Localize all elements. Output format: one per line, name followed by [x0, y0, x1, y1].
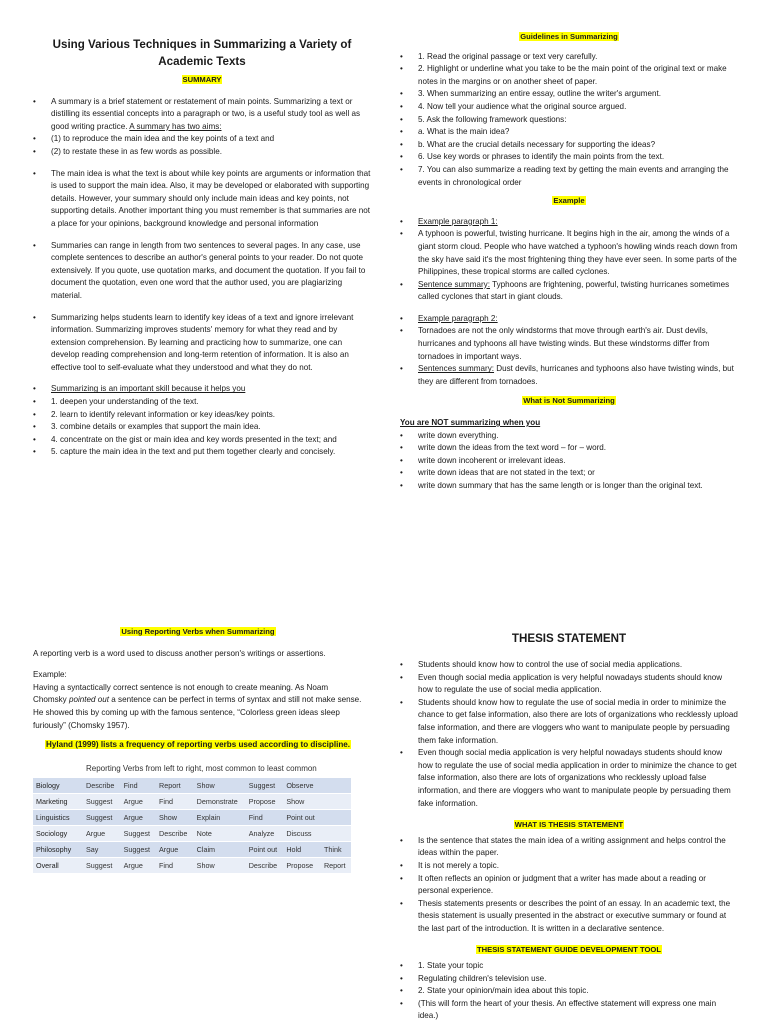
table-row — [33, 777, 351, 793]
table-cell-verb: Argue — [121, 793, 156, 809]
list-item: • write down summary that has the same length or is longer than the original text. — [400, 480, 738, 493]
summary-paragraph-2: • The main idea is what the text is about while key points are arguments or information that is used to support the main idea. Also, it may be developed or elaborated with supporting details. However, your summary should only include main ideas and key points, not supporting details. Another important thing you must remember is that summaries are not a place for your opinions, background knowledge and personal information — [33, 168, 371, 231]
guide-list — [400, 960, 738, 1023]
list-item: • 1. State your topic — [400, 960, 738, 973]
summary-definition-list — [33, 96, 371, 159]
sentences-summary-text: Dust devils, hurricanes and typhoons also have twisting winds, but they are different from tornadoes. — [418, 364, 734, 386]
example-2-text: • Tornadoes are not the only windstorms that move through earth's air. Dust devils, hurricanes and typhoons all have twisting winds. But these windstorms differ from tornadoes in important ways. — [400, 325, 738, 363]
example-1-list — [400, 216, 738, 304]
list-item: • write down ideas that are not stated in the text; or — [400, 467, 738, 480]
example-italic-verb: pointed out — [68, 695, 110, 705]
table-row — [33, 793, 351, 809]
table-cell-verb — [321, 809, 351, 825]
summary-paragraph-4: • Summarizing helps students learn to identify key ideas of a text and ignore irrelevant information. Summarizing improves students' memory for what they read and by extension comprehension. By learning and practicing how to summarize, one can develop reading comprehension and long-term retention of information. It is also an effective tool to self-evaluate what they understood and what they do not. — [33, 312, 371, 375]
list-item: • 3. When summarizing an entire essay, outline the writer's argument. — [400, 88, 738, 101]
table-cell-verb: Describe — [83, 777, 121, 793]
example-heading-row — [400, 195, 738, 208]
summary-heading: SUMMARY — [182, 75, 222, 84]
table-cell-verb — [321, 793, 351, 809]
table-cell-verb: Argue — [83, 825, 121, 841]
list-item: • 1. deepen your understanding of the text. — [33, 396, 371, 409]
list-item: • (2) to restate these in as few words as possible. — [33, 146, 371, 159]
table-cell-verb: Find — [156, 857, 194, 873]
table-cell-verb: Show — [194, 857, 246, 873]
what-thesis-heading: WHAT IS THESIS STATEMENT — [514, 820, 624, 830]
list-item: • Students should know how to control the use of social media applications. — [400, 659, 738, 672]
table-cell-verb — [321, 777, 351, 793]
list-item: • Thesis statements presents or describes the point of an essay. In an academic text, the thesis statement is usually presented in the abstract or executive summary or found at the last part of the introduction. It is written in a declarative sentence. — [400, 898, 738, 936]
thesis-column — [400, 626, 738, 1032]
list-item: • 2. State your opinion/main idea about this topic. — [400, 985, 738, 998]
list-item: • 5. Ask the following framework questions: — [400, 114, 738, 127]
table-cell-verb: Argue — [121, 857, 156, 873]
table-cell-verb: Propose — [283, 857, 321, 873]
table-cell-verb: Point out — [283, 809, 321, 825]
sentence-summary-text: Typhoons are frightening, powerful, twisting hurricanes sometimes called cyclones that start in giant clouds. — [418, 279, 730, 302]
list-item — [400, 363, 738, 388]
thesis-examples-list — [400, 659, 738, 810]
title-line-2: Academic Texts — [158, 55, 246, 68]
table-cell-verb: Find — [121, 777, 156, 793]
list-item: • It often reflects an opinion or judgment that a writer has made about a reading or personal experience. — [400, 873, 738, 898]
table-cell-verb: Explain — [194, 809, 246, 825]
table-cell-verb: Demonstrate — [194, 793, 246, 809]
list-item: • Even though social media application is very helpful nowadays students should know how to regulate the use of social media application. — [400, 672, 738, 697]
example-text-end: a sentence can be perfect in terms of syntax and still not make sense. He showed this by coming up with the famous sentence, “Colorless green ideas sleep furiously” (Chomsky 1957). — [33, 695, 362, 730]
summary-heading-row — [33, 74, 371, 87]
table-header-description: Reporting Verbs from left to right, most common to least common — [83, 760, 351, 778]
table-cell-verb: Point out — [246, 841, 284, 857]
reporting-heading: Using Reporting Verbs when Summarizing — [121, 627, 275, 636]
list-item: • 7. You can also summarize a reading text by getting the main events and arranging the events in chronological order — [400, 164, 738, 189]
table-cell-discipline: Linguistics — [33, 809, 83, 825]
list-item — [33, 383, 371, 396]
table-cell-discipline: Biology — [33, 777, 83, 793]
guide-heading: THESIS STATEMENT GUIDE DEVELOPMENT TOOL — [477, 945, 661, 955]
summary-paragraph-3: • Summaries can range in length from two sentences to several pages. In any case, use complete sentences to describe an author's general points to your reader. Do not quote extensively. If you quote, use quotation marks, and document the quotation. If you fail to document the quotation, even one word that the author used, you are plagiarizing material. — [33, 240, 371, 303]
list-item: • Students should know how to regulate the use of social media in order to minimize the chance to get false information, also there are lots of organizations who recklessly upload false information, and there are vloggers who want to manipulate people by persuading them fake information. — [400, 697, 738, 747]
guidelines-heading-row — [400, 31, 738, 44]
list-item: • 3. combine details or examples that support the main idea. — [33, 421, 371, 434]
table-row — [33, 841, 351, 857]
list-item: • a. What is the main idea? — [400, 126, 738, 139]
guidelines-column — [400, 31, 738, 502]
list-item: • write down incoherent or irrelevant ideas. — [400, 455, 738, 468]
list-item: • (1) to reproduce the main idea and the key points of a text and — [33, 133, 371, 146]
table-cell-verb — [321, 825, 351, 841]
table-cell-verb: Describe — [156, 825, 194, 841]
table-cell-verb: Note — [194, 825, 246, 841]
not-summarizing-heading: What is Not Summarizing — [523, 396, 615, 406]
not-summarizing-heading-row — [400, 395, 738, 408]
example-2-label: Example paragraph 2: — [418, 313, 498, 323]
table-cell-verb: Argue — [121, 809, 156, 825]
table-cell-verb: Claim — [194, 841, 246, 857]
table-cell-verb: Suggest — [83, 857, 121, 873]
table-cell-verb: Show — [156, 809, 194, 825]
list-item: • write down everything. — [400, 430, 738, 443]
reporting-verbs-column — [33, 626, 363, 874]
list-item: • 6. Use key words or phrases to identify the main points from the text. — [400, 151, 738, 164]
reporting-heading-row — [33, 626, 363, 639]
guidelines-heading: Guidelines in Summarizing — [520, 32, 618, 41]
list-item — [33, 96, 371, 134]
list-item — [400, 313, 738, 326]
table-cell-verb: Show — [194, 777, 246, 793]
table-cell-discipline: Marketing — [33, 793, 83, 809]
summary-paragraph-list — [33, 168, 371, 231]
table-cell-verb: Argue — [156, 841, 194, 857]
table-cell-verb: Describe — [246, 857, 284, 873]
table-row — [33, 825, 351, 841]
list-item: • 2. learn to identify relevant information or key ideas/key points. — [33, 409, 371, 422]
list-item: • 4. concentrate on the gist or main idea and key words presented in the text; and — [33, 434, 371, 447]
table-cell-verb: Propose — [246, 793, 284, 809]
table-cell-discipline: Sociology — [33, 825, 83, 841]
list-item: • 1. Read the original passage or text very carefully. — [400, 51, 738, 64]
reporting-definition: A reporting verb is a word used to discuss another person's writings or assertions. — [33, 648, 326, 658]
table-row — [33, 809, 351, 825]
list-item: • Is the sentence that states the main idea of a writing assignment and helps control the ideas within the paper. — [400, 835, 738, 860]
table-cell-verb: Say — [83, 841, 121, 857]
hyland-row — [33, 739, 363, 752]
example-label: Example: — [33, 670, 67, 680]
chomsky-example — [33, 682, 363, 732]
table-cell-verb: Find — [246, 809, 284, 825]
not-summarizing-label: You are NOT summarizing when you — [400, 418, 541, 428]
list-item: • Even though social media application is very helpful nowadays students should know how to regulate the use of social media application in order to minimize the chance to get false information, also there are lots of organizations who recklessly upload false information, and there are vloggers who want to manipulate people by persuading them fake information. — [400, 747, 738, 810]
list-item: • 2. Highlight or underline what you take to be the main point of the original text or make notes in the margins or on another sheet of paper. — [400, 63, 738, 88]
list-item: • write down the ideas from the text word – for – word. — [400, 442, 738, 455]
summary-paragraph-list — [33, 240, 371, 303]
sentence-summary-label: Sentence summary: — [418, 279, 490, 289]
summary-paragraph-1: A summary is a brief statement or restatement of main points. Summarizing a text or distilling its essential concepts into a paragraph or two, is a useful study tool as well as good writing practice. — [51, 96, 361, 131]
table-cell-discipline: Philosophy — [33, 841, 83, 857]
table-cell-verb: Hold — [283, 841, 321, 857]
list-item — [400, 279, 738, 304]
table-row — [33, 857, 351, 873]
sentences-summary-label: Sentences summary: — [418, 364, 495, 374]
reporting-verbs-table — [33, 760, 351, 874]
table-cell-verb: Observe — [283, 777, 321, 793]
list-item — [400, 216, 738, 229]
example-1-text: • A typhoon is powerful, twisting hurricane. It begins high in the air, among the winds of a giant storm cloud. People who have watched a typhoon's howling winds reach down from the sky have said it's the most frightening thing they have ever seen. In some parts of the Philippines, these tropical storms are called cyclones. — [400, 228, 738, 278]
summary-column — [33, 36, 371, 468]
what-thesis-heading-row — [400, 819, 738, 832]
table-cell-discipline: Overall — [33, 857, 83, 873]
table-cell-verb: Find — [156, 793, 194, 809]
skill-heading: Summarizing is an important skill because it helps you — [51, 384, 246, 394]
page-title — [33, 36, 371, 70]
list-item: • It is not merely a topic. — [400, 860, 738, 873]
example-text-start: Having a syntactically correct sentence is not enough to create meaning. As Noam Chomsky — [33, 682, 329, 705]
table-cell-verb: Discuss — [283, 825, 321, 841]
list-item: • 5. capture the main idea in the text and put them together clearly and concisely. — [33, 446, 371, 459]
table-cell-verb: Suggest — [121, 841, 156, 857]
guidelines-list — [400, 51, 738, 190]
example-2-list — [400, 313, 738, 389]
list-item: • 4. Now tell your audience what the original source argued. — [400, 101, 738, 114]
not-summarizing-list — [400, 430, 738, 493]
list-item: • Regulating children's television use. — [400, 973, 738, 986]
table-cell-verb: Think — [321, 841, 351, 857]
thesis-title: THESIS STATEMENT — [511, 632, 627, 645]
skill-list — [33, 383, 371, 459]
table-cell-verb: Report — [321, 857, 351, 873]
table-cell-verb: Suggest — [83, 809, 121, 825]
summary-aims-label: A summary has two aims: — [129, 121, 222, 131]
list-item: • (This will form the heart of your thesis. An effective statement will express one main idea.) — [400, 998, 738, 1023]
table-cell-verb: Suggest — [83, 793, 121, 809]
list-item: • b. What are the crucial details necessary for supporting the ideas? — [400, 139, 738, 152]
title-line-1: Using Various Techniques in Summarizing a Variety of — [52, 38, 352, 51]
table-cell-verb: Report — [156, 777, 194, 793]
summary-paragraph-list — [33, 312, 371, 375]
table-header-discipline: Discipline — [33, 760, 83, 778]
table-cell-verb: Suggest — [246, 777, 284, 793]
hyland-note: Hyland (1999) lists a frequency of reporting verbs used according to discipline. — [45, 740, 351, 750]
table-cell-verb: Analyze — [246, 825, 284, 841]
example-heading: Example — [553, 196, 585, 206]
table-header-row — [33, 760, 351, 778]
table-cell-verb: Suggest — [121, 825, 156, 841]
guide-heading-row — [400, 944, 738, 957]
example-1-label: Example paragraph 1: — [418, 216, 498, 226]
what-thesis-list — [400, 835, 738, 936]
table-cell-verb: Show — [283, 793, 321, 809]
